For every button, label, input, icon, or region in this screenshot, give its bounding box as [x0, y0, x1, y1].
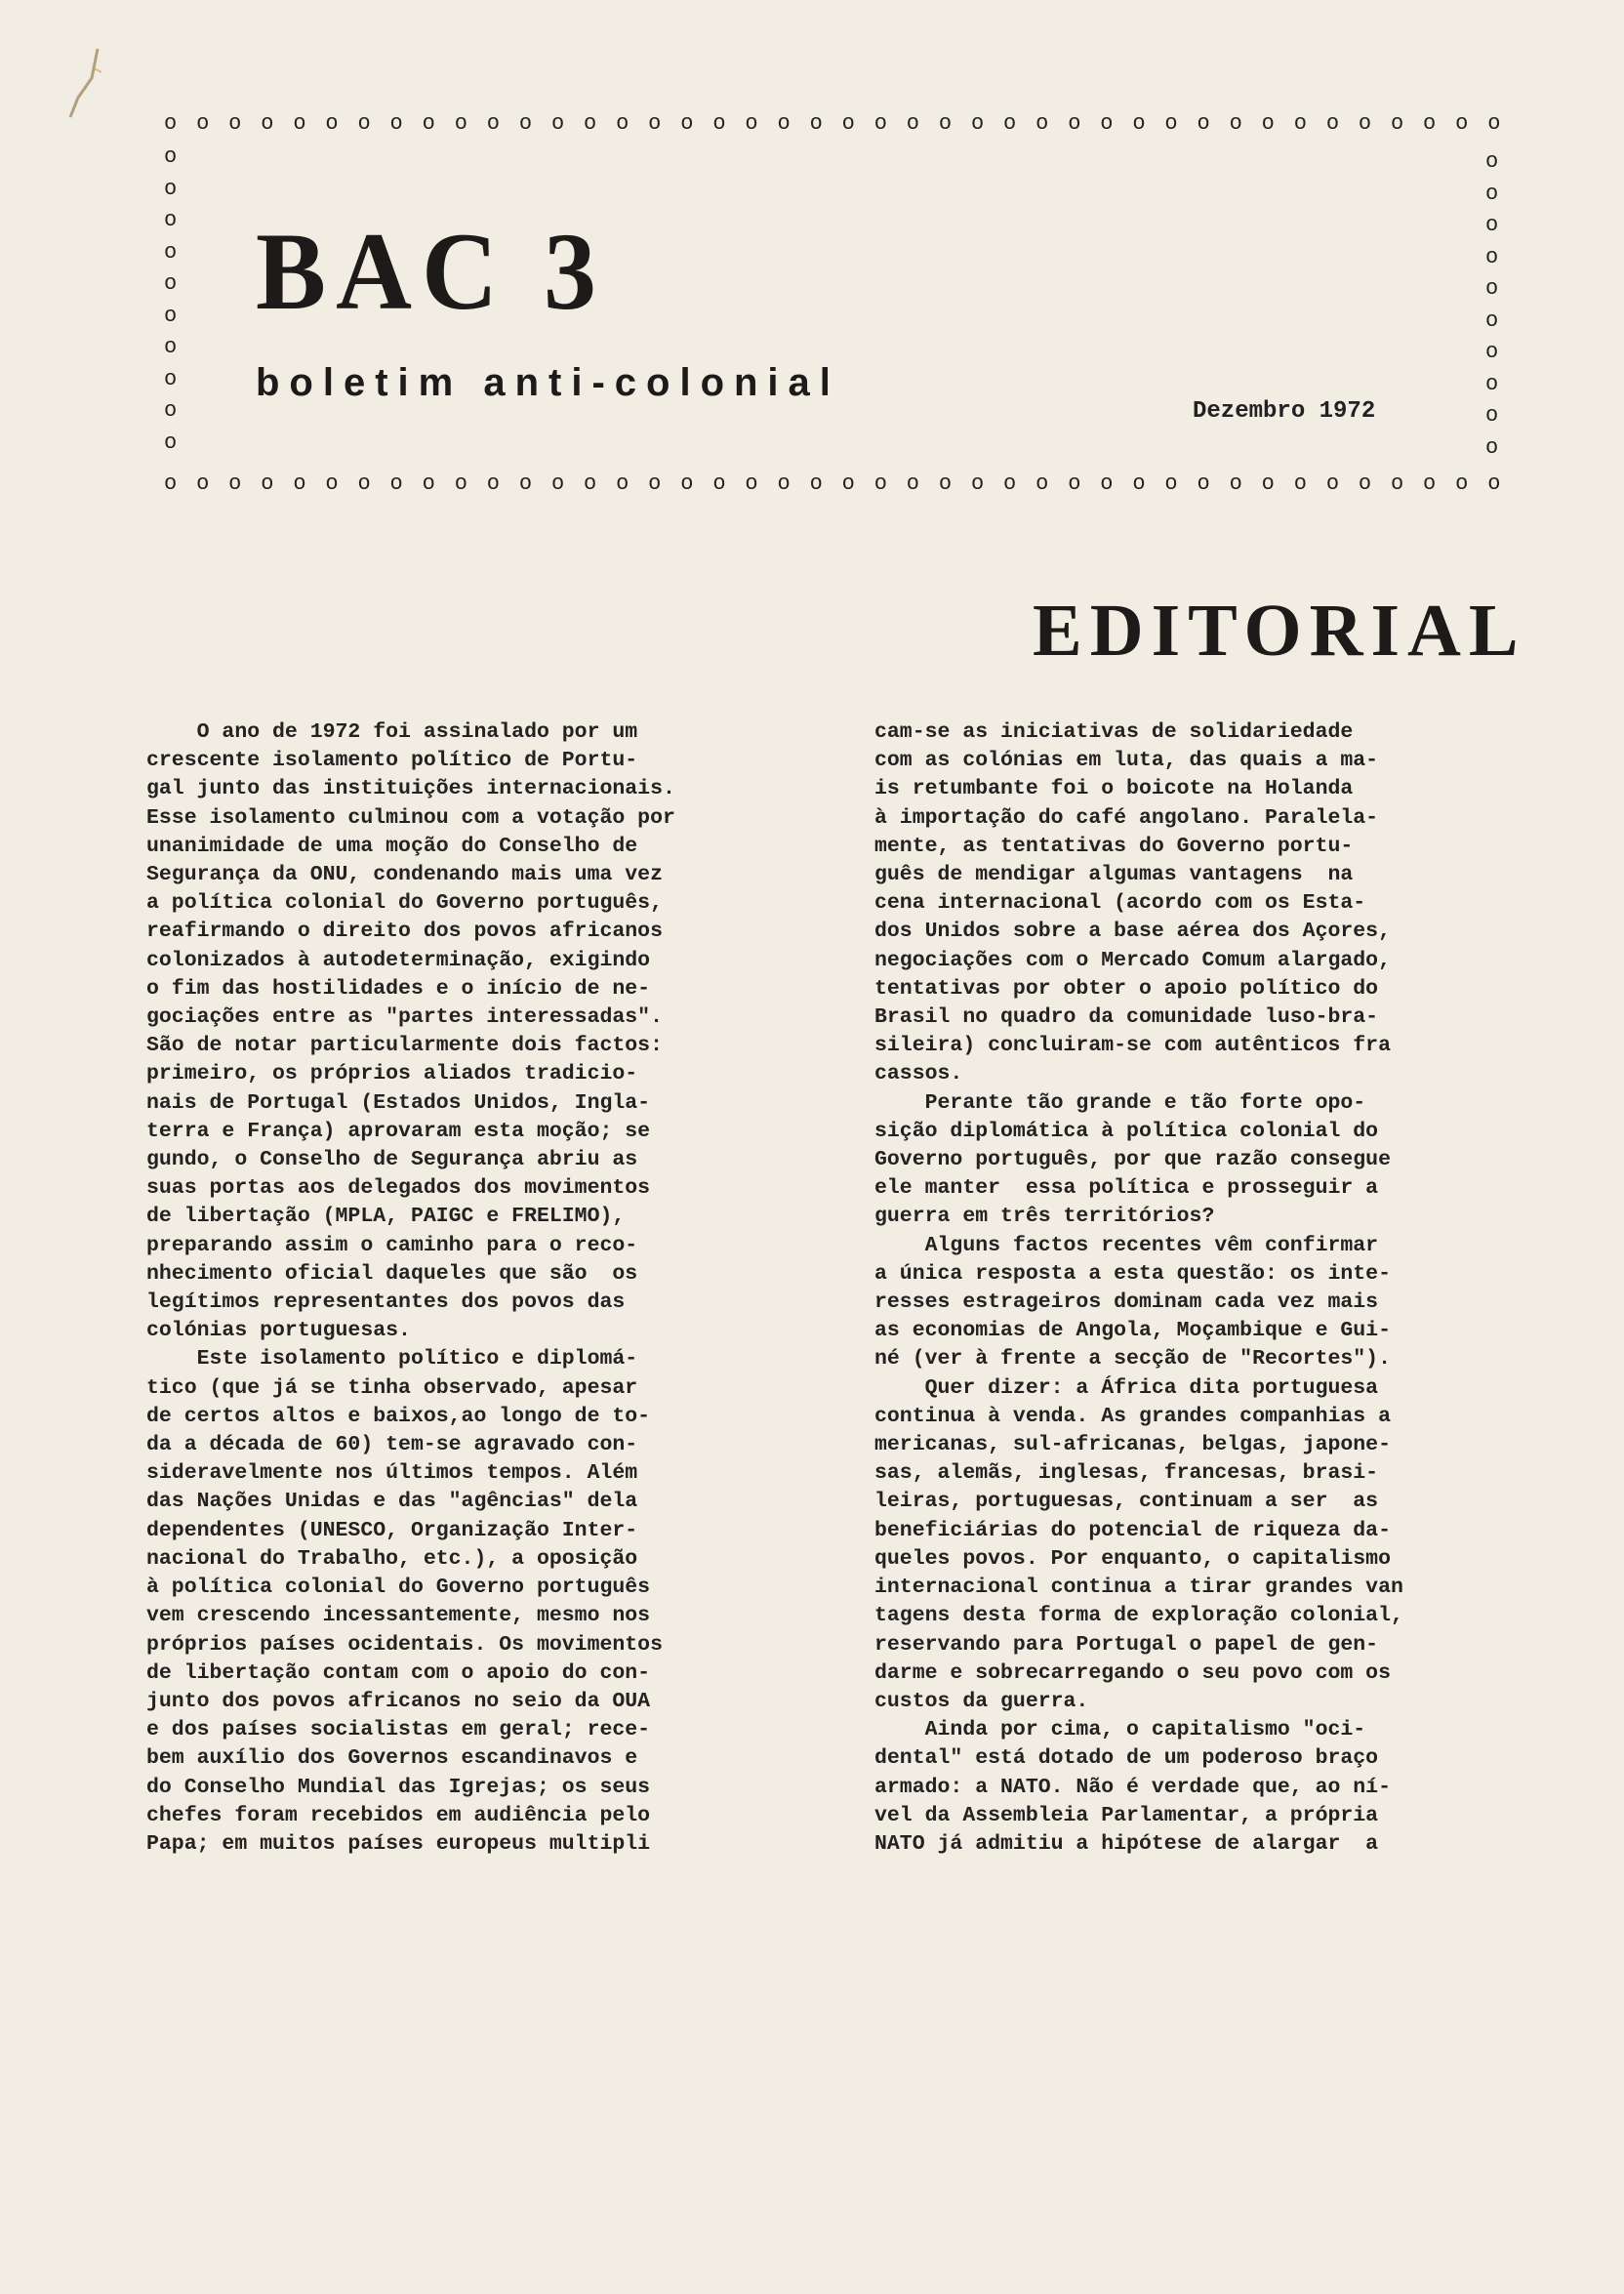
- text-line: de libertação contam com o apoio do con-: [146, 1660, 651, 1685]
- border-glyph: o: [357, 111, 371, 136]
- text-line: Ainda por cima, o capitalismo "oci-: [874, 1718, 1366, 1742]
- text-line: tentativas por obter o apoio político do: [874, 976, 1379, 1001]
- border-glyph: o: [873, 471, 887, 496]
- border-glyph: o: [164, 430, 178, 455]
- border-glyph: o: [680, 111, 694, 136]
- border-glyph: o: [1485, 244, 1499, 269]
- border-glyph: o: [1132, 471, 1146, 496]
- editorial-right-column: [874, 718, 1548, 1859]
- text-line: NATO já admitiu a hipótese de alargar a: [874, 1831, 1379, 1856]
- border-glyph: o: [1293, 471, 1307, 496]
- border-glyph: o: [1325, 111, 1340, 136]
- text-line: custos da guerra.: [874, 1689, 1089, 1713]
- border-glyph: o: [1003, 471, 1017, 496]
- border-glyph: o: [648, 111, 662, 136]
- border-glyph: o: [1229, 111, 1242, 136]
- border-glyph: o: [1100, 111, 1114, 136]
- text-line: à importação do café angolano. Paralela-: [874, 805, 1379, 830]
- text-line: cam-se as iniciativas de solidariedade: [874, 720, 1354, 744]
- text-line: sileira) concluiram-se com autênticos fra: [874, 1034, 1391, 1058]
- text-line: gundo, o Conselho de Segurança abriu as: [146, 1148, 638, 1172]
- masthead-title: BAC 3: [256, 211, 607, 333]
- text-line: ele manter essa política e prosseguir a: [874, 1176, 1379, 1201]
- text-line: dependentes (UNESCO, Organização Inter-: [146, 1518, 638, 1542]
- border-bottom: [164, 473, 1501, 495]
- text-line: guerra em três territórios?: [874, 1205, 1215, 1229]
- border-glyph: o: [1485, 213, 1499, 238]
- border-glyph: o: [906, 111, 919, 136]
- border-glyph: o: [389, 111, 403, 136]
- text-line: unanimidade de uma moção do Conselho de: [146, 834, 638, 858]
- border-glyph: o: [196, 111, 210, 136]
- text-line: Segurança da ONU, condenando mais uma vez: [146, 863, 663, 887]
- border-glyph: o: [841, 471, 855, 496]
- text-line: gal junto das instituições internacionais.: [146, 777, 675, 801]
- text-line: resses estrageiros dominam cada vez mais: [874, 1290, 1379, 1315]
- text-line: a única resposta a esta questão: os inte-: [874, 1261, 1391, 1286]
- text-line: mente, as tentativas do Governo portu-: [874, 834, 1354, 858]
- text-line: as economias de Angola, Moçambique e Gui-: [874, 1319, 1391, 1343]
- text-line: a política colonial do Governo português,: [146, 891, 663, 916]
- text-line: bem auxílio dos Governos escandinavos e: [146, 1746, 638, 1771]
- text-line: darme e sobrecarregando o seu povo com os: [874, 1660, 1391, 1685]
- border-glyph: o: [164, 144, 178, 169]
- border-glyph: o: [1390, 111, 1404, 136]
- text-line: cassos.: [874, 1062, 963, 1086]
- border-glyph: o: [1068, 471, 1081, 496]
- text-line: nhecimento oficial daqueles que são os: [146, 1261, 638, 1286]
- border-glyph: o: [196, 471, 210, 496]
- text-line: colónias portuguesas.: [146, 1319, 411, 1343]
- text-line: sideravelmente nos últimos tempos. Além: [146, 1461, 638, 1486]
- text-line: Esse isolamento culminou com a votação por: [146, 805, 675, 830]
- text-line: crescente isolamento político de Portu-: [146, 749, 638, 773]
- border-glyph: o: [680, 471, 694, 496]
- border-glyph: o: [1261, 111, 1275, 136]
- border-glyph: o: [1358, 111, 1372, 136]
- border-glyph: o: [1485, 371, 1499, 396]
- text-line: tico (que já se tinha observado, apesar: [146, 1375, 638, 1400]
- text-line: Brasil no quadro da comunidade luso-bra-: [874, 1005, 1379, 1030]
- border-glyph: o: [228, 471, 242, 496]
- text-line: colonizados à autodeterminação, exigindo: [146, 948, 651, 972]
- text-line: is retumbante foi o boicote na Holanda: [874, 777, 1354, 801]
- border-left: [164, 146, 177, 454]
- border-glyph: o: [1485, 340, 1499, 365]
- border-glyph: o: [1164, 471, 1178, 496]
- border-glyph: o: [777, 111, 791, 136]
- text-line: armado: a NATO. Não é verdade que, ao ní-: [874, 1775, 1391, 1799]
- border-glyph: o: [1293, 111, 1307, 136]
- border-glyph: o: [486, 111, 500, 136]
- border-glyph: o: [1487, 111, 1501, 136]
- border-glyph: o: [1197, 111, 1210, 136]
- border-glyph: o: [906, 471, 919, 496]
- border-glyph: o: [648, 471, 662, 496]
- text-line: gociações entre as "partes interessadas".: [146, 1005, 663, 1030]
- text-line: próprios países ocidentais. Os movimentos: [146, 1632, 663, 1657]
- border-glyph: o: [1325, 471, 1340, 496]
- border-glyph: o: [164, 366, 178, 391]
- border-glyph: o: [1485, 149, 1499, 174]
- border-glyph: o: [422, 471, 435, 496]
- text-line: de certos altos e baixos,ao longo de to-: [146, 1404, 651, 1428]
- border-glyph: o: [970, 111, 985, 136]
- border-glyph: o: [422, 111, 435, 136]
- text-line: São de notar particularmente dois factos:: [146, 1034, 663, 1058]
- text-line: beneficiárias do potencial de riqueza da-: [874, 1518, 1391, 1542]
- text-line: preparando assim o caminho para o reco-: [146, 1233, 638, 1257]
- text-line: Perante tão grande e tão forte opo-: [874, 1090, 1366, 1115]
- border-glyph: o: [1261, 471, 1275, 496]
- text-line: né (ver à frente a secção de "Recortes").: [874, 1347, 1391, 1372]
- text-line: terra e França) aprovaram esta moção; se: [146, 1119, 651, 1143]
- border-glyph: o: [325, 111, 339, 136]
- border-glyph: o: [970, 471, 985, 496]
- border-glyph: o: [486, 471, 500, 496]
- border-glyph: o: [1035, 111, 1049, 136]
- text-line: cena internacional (acordo com os Esta-: [874, 891, 1366, 916]
- text-line: com as colónias em luta, das quais a ma-: [874, 749, 1379, 773]
- border-glyph: o: [1164, 111, 1178, 136]
- text-line: Papa; em muitos países europeus multipli: [146, 1831, 651, 1856]
- text-line: negociações com o Mercado Comum alargado,: [874, 948, 1391, 972]
- editorial-heading: EDITORIAL: [1033, 590, 1526, 672]
- border-top: [164, 113, 1501, 135]
- border-glyph: o: [164, 271, 178, 297]
- text-line: Governo português, por que razão consegue: [874, 1148, 1391, 1172]
- text-line: primeiro, os próprios aliados tradicio-: [146, 1062, 638, 1086]
- border-glyph: o: [1485, 181, 1499, 206]
- text-line: tagens desta forma de exploração colonial,: [874, 1604, 1403, 1628]
- border-glyph: o: [164, 208, 178, 233]
- border-glyph: o: [389, 471, 403, 496]
- text-line: reservando para Portugal o papel de gen-: [874, 1632, 1379, 1657]
- border-glyph: o: [1068, 111, 1081, 136]
- text-line: Quer dizer: a África dita portuguesa: [874, 1375, 1379, 1400]
- border-glyph: o: [1003, 111, 1017, 136]
- text-line: nais de Portugal (Estados Unidos, Ingla-: [146, 1090, 651, 1115]
- border-glyph: o: [1035, 471, 1049, 496]
- border-glyph: o: [745, 111, 758, 136]
- border-glyph: o: [293, 471, 306, 496]
- border-glyph: o: [518, 111, 533, 136]
- border-glyph: o: [616, 471, 629, 496]
- border-glyph: o: [1197, 471, 1210, 496]
- border-glyph: o: [164, 471, 178, 496]
- border-glyph: o: [550, 111, 565, 136]
- text-line: legítimos representantes dos povos das: [146, 1290, 626, 1315]
- text-line: sição diplomática à política colonial do: [874, 1119, 1379, 1143]
- border-glyph: o: [616, 111, 629, 136]
- text-line: sas, alemãs, inglesas, francesas, brasi-: [874, 1461, 1379, 1486]
- border-glyph: o: [1229, 471, 1242, 496]
- text-line: mericanas, sul-africanas, belgas, japone-: [874, 1433, 1391, 1457]
- issue-date: Dezembro 1972: [1193, 398, 1376, 425]
- border-glyph: o: [454, 471, 467, 496]
- border-glyph: o: [164, 176, 178, 201]
- text-line: dental" está dotado de um poderoso braço: [874, 1746, 1379, 1771]
- border-glyph: o: [777, 471, 791, 496]
- border-glyph: o: [1455, 111, 1469, 136]
- border-glyph: o: [584, 471, 597, 496]
- text-line: e dos países socialistas em geral; rece-: [146, 1718, 651, 1742]
- text-line: vem crescendo incessantemente, mesmo nos: [146, 1604, 651, 1628]
- text-line: das Nações Unidas e das "agências" dela: [146, 1490, 638, 1514]
- text-line: guês de mendigar algumas vantagens na: [874, 863, 1354, 887]
- border-glyph: o: [164, 335, 178, 360]
- text-line: queles povos. Por enquanto, o capitalismo: [874, 1546, 1391, 1571]
- border-glyph: o: [809, 111, 823, 136]
- masthead-subtitle: boletim anti-colonial: [256, 361, 840, 404]
- border-glyph: o: [1100, 471, 1114, 496]
- border-glyph: o: [1485, 434, 1499, 460]
- border-glyph: o: [712, 111, 726, 136]
- text-line: dos Unidos sobre a base aérea dos Açores,: [874, 920, 1391, 944]
- text-line: da a década de 60) tem-se agravado con-: [146, 1433, 638, 1457]
- border-glyph: o: [745, 471, 758, 496]
- border-glyph: o: [1487, 471, 1501, 496]
- border-glyph: o: [518, 471, 533, 496]
- border-glyph: o: [325, 471, 339, 496]
- border-glyph: o: [938, 111, 953, 136]
- border-glyph: o: [1485, 403, 1499, 429]
- border-glyph: o: [228, 111, 242, 136]
- text-line: de libertação (MPLA, PAIGC e FRELIMO),: [146, 1205, 626, 1229]
- text-line: continua à venda. As grandes companhias a: [874, 1404, 1391, 1428]
- text-line: reafirmando o direito dos povos africanos: [146, 920, 663, 944]
- text-line: vel da Assembleia Parlamentar, a própria: [874, 1803, 1379, 1827]
- text-line: o fim das hostilidades e o início de ne-: [146, 976, 651, 1001]
- editorial-left-column: [146, 718, 820, 1859]
- border-right: [1485, 151, 1498, 459]
- text-line: nacional do Trabalho, etc.), a oposição: [146, 1546, 638, 1571]
- border-glyph: o: [164, 398, 178, 424]
- border-glyph: o: [809, 471, 823, 496]
- border-glyph: o: [1423, 111, 1437, 136]
- border-glyph: o: [164, 239, 178, 265]
- text-line: junto dos povos africanos no seio da OUA: [146, 1689, 651, 1713]
- border-glyph: o: [164, 303, 178, 328]
- text-line: Alguns factos recentes vêm confirmar: [874, 1233, 1379, 1257]
- border-glyph: o: [1485, 307, 1499, 333]
- text-line: do Conselho Mundial das Igrejas; os seus: [146, 1775, 651, 1799]
- border-glyph: o: [1485, 276, 1499, 302]
- border-glyph: o: [357, 471, 371, 496]
- text-line: leiras, portuguesas, continuam a ser as: [874, 1490, 1379, 1514]
- text-line: internacional continua a tirar grandes van: [874, 1576, 1403, 1600]
- border-glyph: o: [712, 471, 726, 496]
- border-glyph: o: [293, 111, 306, 136]
- pencil-mark-icon: [59, 39, 127, 127]
- border-glyph: o: [584, 111, 597, 136]
- text-line: Este isolamento político e diplomá-: [146, 1347, 638, 1372]
- text-line: chefes foram recebidos em audiência pelo: [146, 1803, 651, 1827]
- border-glyph: o: [1358, 471, 1372, 496]
- border-glyph: o: [550, 471, 565, 496]
- border-glyph: o: [841, 111, 855, 136]
- border-glyph: o: [454, 111, 467, 136]
- text-line: à política colonial do Governo português: [146, 1576, 651, 1600]
- border-glyph: o: [261, 111, 274, 136]
- text-line: O ano de 1972 foi assinalado por um: [146, 720, 638, 744]
- border-glyph: o: [1132, 111, 1146, 136]
- border-glyph: o: [1423, 471, 1437, 496]
- border-glyph: o: [1455, 471, 1469, 496]
- border-glyph: o: [261, 471, 274, 496]
- border-glyph: o: [938, 471, 953, 496]
- text-line: suas portas aos delegados dos movimentos: [146, 1176, 651, 1201]
- border-glyph: o: [873, 111, 887, 136]
- border-glyph: o: [164, 111, 178, 136]
- border-glyph: o: [1390, 471, 1404, 496]
